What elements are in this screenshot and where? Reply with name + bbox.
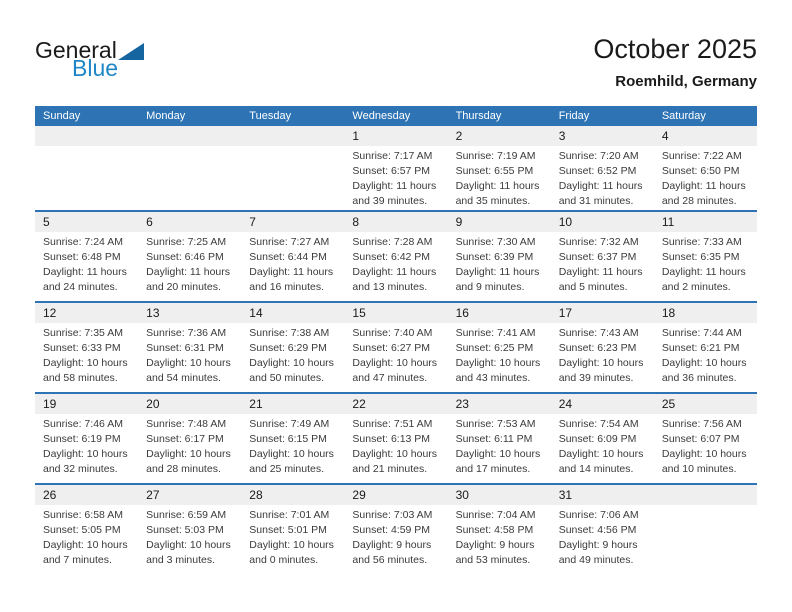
day-detail-line: Daylight: 10 hours bbox=[249, 357, 334, 369]
weekday-header-monday: Monday bbox=[146, 110, 186, 122]
day-detail-line: Sunset: 6:46 PM bbox=[146, 251, 224, 263]
page-title: October 2025 bbox=[593, 34, 757, 64]
day-cell-28 bbox=[241, 485, 344, 574]
day-detail-line: Sunset: 6:50 PM bbox=[661, 165, 740, 177]
day-cell-1 bbox=[344, 126, 447, 210]
day-details bbox=[551, 232, 654, 295]
day-details bbox=[344, 146, 447, 209]
day-number: 23 bbox=[448, 394, 551, 414]
day-details bbox=[35, 414, 138, 477]
day-details bbox=[138, 146, 241, 149]
day-cell-10 bbox=[551, 212, 654, 301]
day-detail-line: Sunset: 6:52 PM bbox=[558, 165, 637, 177]
day-detail-line: Sunrise: 7:51 AM bbox=[352, 418, 433, 430]
day-detail-line: and 7 minutes. bbox=[43, 554, 112, 566]
day-detail-line: Sunrise: 7:46 AM bbox=[43, 418, 123, 430]
day-detail-line: Daylight: 10 hours bbox=[558, 448, 644, 460]
day-detail-line: Sunrise: 7:19 AM bbox=[455, 150, 536, 162]
day-detail-line: Sunrise: 7:56 AM bbox=[661, 418, 742, 430]
day-detail-line: Sunset: 6:55 PM bbox=[455, 165, 534, 177]
day-detail-line: Daylight: 10 hours bbox=[558, 357, 644, 369]
day-cell-empty bbox=[241, 126, 344, 210]
day-detail-line: and 54 minutes. bbox=[146, 372, 221, 384]
day-detail-line: and 43 minutes. bbox=[455, 372, 531, 384]
day-number: 16 bbox=[448, 303, 551, 323]
week-row-1 bbox=[35, 126, 757, 210]
day-detail-line: Sunrise: 7:28 AM bbox=[352, 236, 433, 248]
day-cell-26 bbox=[35, 485, 138, 574]
day-detail-line: and 14 minutes. bbox=[558, 463, 634, 475]
day-number: 19 bbox=[35, 394, 138, 414]
day-cell-15 bbox=[344, 303, 447, 392]
day-cell-empty bbox=[654, 485, 757, 574]
day-cell-20 bbox=[138, 394, 241, 483]
day-detail-line: Sunrise: 6:59 AM bbox=[146, 509, 227, 521]
day-number: 6 bbox=[138, 212, 241, 232]
day-detail-line: Sunrise: 7:48 AM bbox=[146, 418, 227, 430]
day-detail-line: Sunrise: 7:41 AM bbox=[455, 327, 536, 339]
day-detail-line: Daylight: 10 hours bbox=[661, 448, 747, 460]
day-cell-9 bbox=[448, 212, 551, 301]
day-details bbox=[241, 232, 344, 295]
day-details bbox=[448, 146, 551, 209]
day-detail-line: Daylight: 9 hours bbox=[352, 539, 432, 551]
day-detail-line: Sunset: 6:27 PM bbox=[352, 342, 431, 354]
day-detail-line: Sunrise: 7:06 AM bbox=[558, 509, 639, 521]
day-cell-22 bbox=[344, 394, 447, 483]
day-detail-line: Daylight: 10 hours bbox=[352, 448, 438, 460]
day-number: 30 bbox=[448, 485, 551, 505]
day-detail-line: Sunset: 6:07 PM bbox=[661, 433, 740, 445]
day-detail-line: Sunrise: 7:04 AM bbox=[455, 509, 536, 521]
day-detail-line: and 39 minutes. bbox=[352, 195, 428, 207]
day-detail-line: Sunrise: 7:43 AM bbox=[558, 327, 639, 339]
day-number: 13 bbox=[138, 303, 241, 323]
day-detail-line: and 17 minutes. bbox=[455, 463, 531, 475]
day-cell-30 bbox=[448, 485, 551, 574]
logo-triangle-icon bbox=[118, 43, 144, 60]
day-detail-line: Sunset: 4:58 PM bbox=[455, 524, 534, 536]
day-cell-14 bbox=[241, 303, 344, 392]
day-details bbox=[448, 323, 551, 386]
weekday-header-row bbox=[35, 106, 757, 126]
day-detail-line: Daylight: 11 hours bbox=[352, 180, 437, 192]
day-number: 22 bbox=[344, 394, 447, 414]
day-detail-line: Sunset: 6:25 PM bbox=[455, 342, 534, 354]
day-detail-line: Sunset: 6:23 PM bbox=[558, 342, 637, 354]
day-detail-line: and 32 minutes. bbox=[43, 463, 118, 475]
day-detail-line: Sunset: 6:48 PM bbox=[43, 251, 121, 263]
day-number: 4 bbox=[654, 126, 757, 146]
day-cell-13 bbox=[138, 303, 241, 392]
day-detail-line: and 39 minutes. bbox=[558, 372, 634, 384]
day-details bbox=[344, 505, 447, 568]
day-detail-line: Sunrise: 7:40 AM bbox=[352, 327, 433, 339]
day-number: 2 bbox=[448, 126, 551, 146]
day-details bbox=[551, 323, 654, 386]
day-number: 28 bbox=[241, 485, 344, 505]
day-cell-12 bbox=[35, 303, 138, 392]
day-details bbox=[551, 146, 654, 209]
day-cell-27 bbox=[138, 485, 241, 574]
day-cell-empty bbox=[35, 126, 138, 210]
day-detail-line: Sunset: 6:35 PM bbox=[661, 251, 740, 263]
weekday-header-tuesday: Tuesday bbox=[249, 110, 292, 122]
day-detail-line: Sunset: 5:01 PM bbox=[249, 524, 327, 536]
logo-text-general: General bbox=[35, 37, 117, 63]
day-number: 14 bbox=[241, 303, 344, 323]
day-detail-line: Sunset: 6:44 PM bbox=[249, 251, 327, 263]
day-detail-line: and 24 minutes. bbox=[43, 281, 118, 293]
day-details bbox=[654, 414, 757, 477]
day-detail-line: and 13 minutes. bbox=[352, 281, 428, 293]
day-cell-4 bbox=[654, 126, 757, 210]
day-detail-line: Sunrise: 7:49 AM bbox=[249, 418, 330, 430]
day-cell-24 bbox=[551, 394, 654, 483]
day-cell-16 bbox=[448, 303, 551, 392]
week-row-5 bbox=[35, 483, 757, 574]
week-row-2 bbox=[35, 210, 757, 301]
day-number: 31 bbox=[551, 485, 654, 505]
day-details bbox=[138, 232, 241, 295]
day-detail-line: Daylight: 9 hours bbox=[455, 539, 535, 551]
day-detail-line: Sunrise: 7:44 AM bbox=[661, 327, 742, 339]
day-detail-line: Sunrise: 7:53 AM bbox=[455, 418, 536, 430]
day-detail-line: Daylight: 10 hours bbox=[661, 357, 747, 369]
day-details bbox=[35, 146, 138, 149]
day-detail-line: Daylight: 10 hours bbox=[455, 357, 541, 369]
calendar-weeks bbox=[35, 126, 757, 574]
day-detail-line: and 36 minutes. bbox=[661, 372, 737, 384]
day-number: 11 bbox=[654, 212, 757, 232]
day-number: 3 bbox=[551, 126, 654, 146]
day-cell-25 bbox=[654, 394, 757, 483]
day-detail-line: and 10 minutes. bbox=[661, 463, 737, 475]
day-detail-line: Sunrise: 7:33 AM bbox=[661, 236, 742, 248]
day-detail-line: Daylight: 11 hours bbox=[558, 180, 643, 192]
day-details bbox=[448, 232, 551, 295]
day-number: 24 bbox=[551, 394, 654, 414]
day-detail-line: Sunset: 5:03 PM bbox=[146, 524, 224, 536]
day-detail-line: and 47 minutes. bbox=[352, 372, 428, 384]
day-details bbox=[654, 146, 757, 209]
day-number: 26 bbox=[35, 485, 138, 505]
day-cell-2 bbox=[448, 126, 551, 210]
day-detail-line: Sunrise: 7:25 AM bbox=[146, 236, 227, 248]
day-detail-line: Daylight: 9 hours bbox=[558, 539, 638, 551]
day-details bbox=[448, 505, 551, 568]
day-detail-line: Sunset: 4:59 PM bbox=[352, 524, 431, 536]
day-detail-line: Sunset: 6:11 PM bbox=[455, 433, 533, 445]
day-detail-line: Daylight: 10 hours bbox=[146, 448, 231, 460]
day-cell-18 bbox=[654, 303, 757, 392]
day-details bbox=[138, 323, 241, 386]
week-row-3 bbox=[35, 301, 757, 392]
day-detail-line: Sunset: 6:37 PM bbox=[558, 251, 637, 263]
day-detail-line: Sunrise: 7:30 AM bbox=[455, 236, 536, 248]
title-block bbox=[593, 33, 757, 90]
day-details bbox=[138, 414, 241, 477]
location-subtitle: Roemhild, Germany bbox=[615, 73, 757, 90]
day-detail-line: Daylight: 11 hours bbox=[146, 266, 230, 278]
day-detail-line: and 53 minutes. bbox=[455, 554, 531, 566]
day-details bbox=[35, 323, 138, 386]
day-details bbox=[138, 505, 241, 568]
day-detail-line: Daylight: 10 hours bbox=[455, 448, 541, 460]
day-cell-5 bbox=[35, 212, 138, 301]
day-detail-line: Sunrise: 7:24 AM bbox=[43, 236, 123, 248]
day-detail-line: Sunset: 6:09 PM bbox=[558, 433, 637, 445]
day-detail-line: Sunrise: 6:58 AM bbox=[43, 509, 123, 521]
day-number: 8 bbox=[344, 212, 447, 232]
day-detail-line: Daylight: 10 hours bbox=[146, 539, 231, 551]
day-number: 7 bbox=[241, 212, 344, 232]
day-detail-line: Sunset: 6:42 PM bbox=[352, 251, 431, 263]
day-detail-line: and 58 minutes. bbox=[43, 372, 118, 384]
day-details bbox=[654, 232, 757, 295]
weekday-header-sunday: Sunday bbox=[43, 110, 81, 122]
day-cell-29 bbox=[344, 485, 447, 574]
day-detail-line: Sunset: 6:19 PM bbox=[43, 433, 121, 445]
day-detail-line: Sunset: 6:29 PM bbox=[249, 342, 327, 354]
day-number: 25 bbox=[654, 394, 757, 414]
day-detail-line: and 3 minutes. bbox=[146, 554, 216, 566]
day-detail-line: Sunrise: 7:54 AM bbox=[558, 418, 639, 430]
day-detail-line: Sunrise: 7:17 AM bbox=[352, 150, 433, 162]
day-details bbox=[241, 146, 344, 149]
day-cell-31 bbox=[551, 485, 654, 574]
day-number: 12 bbox=[35, 303, 138, 323]
day-detail-line: Daylight: 10 hours bbox=[352, 357, 438, 369]
day-details bbox=[551, 414, 654, 477]
day-detail-line: Daylight: 11 hours bbox=[249, 266, 334, 278]
day-detail-line: and 20 minutes. bbox=[146, 281, 221, 293]
day-detail-line: Daylight: 11 hours bbox=[455, 180, 540, 192]
day-detail-line: and 28 minutes. bbox=[146, 463, 221, 475]
day-detail-line: Daylight: 11 hours bbox=[661, 180, 746, 192]
day-detail-line: and 56 minutes. bbox=[352, 554, 428, 566]
day-number: 15 bbox=[344, 303, 447, 323]
day-number: 21 bbox=[241, 394, 344, 414]
day-detail-line: and 9 minutes. bbox=[455, 281, 525, 293]
day-detail-line: Sunrise: 7:38 AM bbox=[249, 327, 330, 339]
day-detail-line: Sunset: 5:05 PM bbox=[43, 524, 121, 536]
day-details bbox=[551, 505, 654, 568]
weekday-header-thursday: Thursday bbox=[455, 110, 502, 122]
day-detail-line: Sunset: 6:39 PM bbox=[455, 251, 534, 263]
month-calendar bbox=[35, 106, 757, 574]
day-cell-23 bbox=[448, 394, 551, 483]
day-cell-11 bbox=[654, 212, 757, 301]
day-details bbox=[448, 414, 551, 477]
day-cell-21 bbox=[241, 394, 344, 483]
day-details bbox=[241, 323, 344, 386]
day-detail-line: Daylight: 11 hours bbox=[352, 266, 437, 278]
day-detail-line: and 31 minutes. bbox=[558, 195, 634, 207]
day-detail-line: Sunset: 6:21 PM bbox=[661, 342, 740, 354]
day-detail-line: Daylight: 10 hours bbox=[249, 539, 334, 551]
day-detail-line: Daylight: 11 hours bbox=[43, 266, 127, 278]
day-details bbox=[654, 323, 757, 386]
day-details bbox=[654, 505, 757, 508]
day-detail-line: and 25 minutes. bbox=[249, 463, 324, 475]
day-detail-line: Sunset: 6:57 PM bbox=[352, 165, 431, 177]
weekday-header-saturday: Saturday bbox=[661, 110, 706, 122]
day-detail-line: Sunrise: 7:32 AM bbox=[558, 236, 639, 248]
day-detail-line: and 50 minutes. bbox=[249, 372, 324, 384]
day-cell-3 bbox=[551, 126, 654, 210]
day-detail-line: Sunset: 6:31 PM bbox=[146, 342, 224, 354]
day-cell-empty bbox=[138, 126, 241, 210]
day-detail-line: Sunrise: 7:20 AM bbox=[558, 150, 639, 162]
day-detail-line: Daylight: 11 hours bbox=[558, 266, 643, 278]
day-details bbox=[241, 505, 344, 568]
day-number: 20 bbox=[138, 394, 241, 414]
day-detail-line: and 21 minutes. bbox=[352, 463, 428, 475]
day-detail-line: and 5 minutes. bbox=[558, 281, 628, 293]
day-detail-line: and 0 minutes. bbox=[249, 554, 319, 566]
day-number bbox=[654, 485, 757, 505]
day-detail-line: Sunrise: 7:01 AM bbox=[249, 509, 330, 521]
day-number: 17 bbox=[551, 303, 654, 323]
weekday-header-wednesday: Wednesday bbox=[352, 110, 411, 122]
day-detail-line: Sunrise: 7:35 AM bbox=[43, 327, 123, 339]
day-detail-line: and 49 minutes. bbox=[558, 554, 634, 566]
day-cell-19 bbox=[35, 394, 138, 483]
day-detail-line: Sunrise: 7:27 AM bbox=[249, 236, 330, 248]
day-detail-line: Daylight: 10 hours bbox=[146, 357, 231, 369]
day-cell-17 bbox=[551, 303, 654, 392]
day-detail-line: Sunset: 6:33 PM bbox=[43, 342, 121, 354]
day-details bbox=[344, 232, 447, 295]
day-details bbox=[344, 323, 447, 386]
day-detail-line: Daylight: 10 hours bbox=[43, 448, 128, 460]
day-details bbox=[344, 414, 447, 477]
day-details bbox=[241, 414, 344, 477]
day-detail-line: and 16 minutes. bbox=[249, 281, 324, 293]
day-number: 10 bbox=[551, 212, 654, 232]
weekday-header-friday: Friday bbox=[558, 110, 590, 122]
day-details bbox=[35, 505, 138, 568]
day-number bbox=[138, 126, 241, 146]
day-number: 9 bbox=[448, 212, 551, 232]
day-detail-line: Daylight: 11 hours bbox=[455, 266, 540, 278]
general-blue-logo bbox=[35, 38, 155, 90]
week-row-4 bbox=[35, 392, 757, 483]
day-detail-line: Daylight: 10 hours bbox=[43, 539, 128, 551]
day-detail-line: Daylight: 10 hours bbox=[249, 448, 334, 460]
day-cell-6 bbox=[138, 212, 241, 301]
day-detail-line: Sunset: 6:17 PM bbox=[146, 433, 224, 445]
day-number: 5 bbox=[35, 212, 138, 232]
day-detail-line: Sunrise: 7:03 AM bbox=[352, 509, 433, 521]
day-detail-line: and 2 minutes. bbox=[661, 281, 731, 293]
day-number bbox=[35, 126, 138, 146]
day-detail-line: Sunset: 4:56 PM bbox=[558, 524, 637, 536]
day-number: 29 bbox=[344, 485, 447, 505]
day-number bbox=[241, 126, 344, 146]
day-detail-line: Daylight: 11 hours bbox=[661, 266, 746, 278]
day-detail-line: and 35 minutes. bbox=[455, 195, 531, 207]
day-number: 1 bbox=[344, 126, 447, 146]
day-detail-line: Sunset: 6:15 PM bbox=[249, 433, 327, 445]
logo-text-blue: Blue bbox=[72, 55, 119, 81]
day-detail-line: Daylight: 10 hours bbox=[43, 357, 128, 369]
day-detail-line: Sunrise: 7:22 AM bbox=[661, 150, 742, 162]
day-detail-line: Sunset: 6:13 PM bbox=[352, 433, 431, 445]
day-details bbox=[35, 232, 138, 295]
day-number: 27 bbox=[138, 485, 241, 505]
day-cell-7 bbox=[241, 212, 344, 301]
day-detail-line: and 28 minutes. bbox=[661, 195, 737, 207]
day-detail-line: Sunrise: 7:36 AM bbox=[146, 327, 227, 339]
day-number: 18 bbox=[654, 303, 757, 323]
day-cell-8 bbox=[344, 212, 447, 301]
